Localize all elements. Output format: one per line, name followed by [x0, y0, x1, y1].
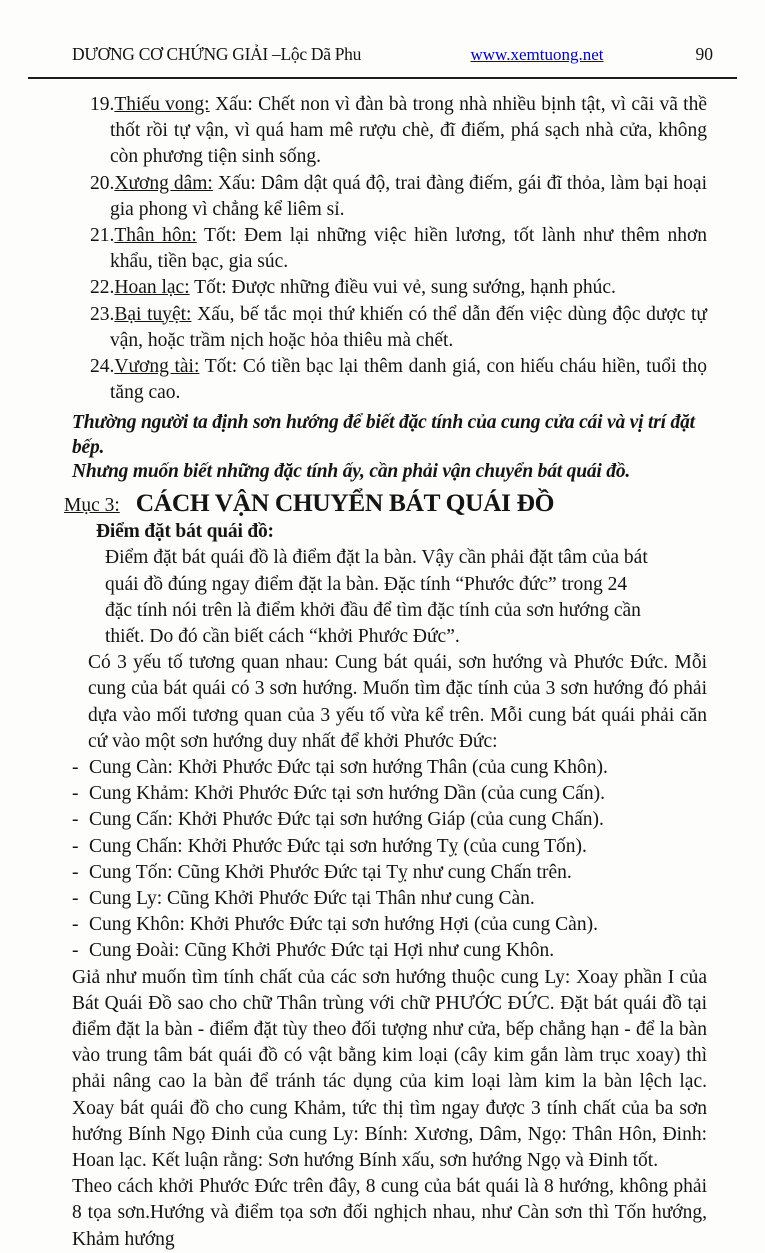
dash-item-text: Cung Đoài: Cũng Khởi Phước Đức tại Hợi như cung Khôn. [89, 940, 555, 962]
document-title: DƯƠNG CƠ CHỨNG GIẢI –Lộc Dã Phu [72, 44, 362, 64]
dash-item-kham [72, 781, 707, 807]
item-text: Xấu: Chết non vì đàn bà trong nhà nhiều bịnh tật, vì cãi vã thề thốt rồi tự vận, vì quá ham mê rượu chè, đĩ điếm, phá sạch nhà cửa, không còn phương tiện sinh sống. [110, 94, 707, 168]
note-line-1: Thường người ta định sơn hướng để biết đặc tính của cung cửa cái và vị trí đặt bếp. [72, 412, 695, 458]
dash-item-chan [72, 834, 707, 860]
dash-item-ly [72, 886, 707, 912]
italic-note [72, 411, 707, 485]
numbered-item-23 [72, 302, 707, 354]
dash-marker: - [72, 861, 79, 883]
item-number: 19. [90, 94, 115, 115]
item-text: Tốt: Có tiền bạc lại thêm danh giá, con hiếu cháu hiền, tuổi thọ tăng cao. [110, 356, 707, 404]
paragraph-conclusion: Theo cách khởi Phước Đức trên đây, 8 cung của bát quái là 8 hướng, không phải 8 tọa sơn.Hướng và điểm tọa sơn đối nghịch nhau, như Càn sơn thì Tốn hướng, Khảm hướng [72, 1176, 707, 1250]
dash-item-cangen [72, 807, 707, 833]
dash-item-text: Cung Cấn: Khởi Phước Đức tại sơn hướng Giáp (của cung Chấn). [89, 809, 604, 831]
item-text: Tốt: Đem lại những việc hiền lương, tốt lành như thêm nhơn khẩu, tiền bạc, gia súc. [110, 225, 708, 273]
dash-item-text: Cung Tốn: Cũng Khởi Phước Đức tại Tỵ như cung Chấn trên. [89, 861, 572, 883]
item-number: 24. [90, 356, 115, 378]
section-heading-row [64, 487, 707, 519]
dash-item-khon [72, 912, 707, 938]
section-label: Mục 3: [64, 494, 120, 516]
item-label: Bại tuyệt: [114, 303, 192, 325]
dash-item-text: Cung Càn: Khởi Phước Đức tại sơn hướng Thân (của cung Khôn). [89, 756, 608, 778]
dash-marker: - [72, 809, 79, 831]
dash-item-text: Cung Khôn: Khởi Phước Đức tại sơn hướng Hợi (của cung Càn). [89, 914, 598, 936]
numbered-item-24 [72, 354, 707, 406]
numbered-item-21 [72, 223, 707, 275]
dash-marker: - [72, 940, 79, 962]
note-line-2: Nhưng muốn biết những đặc tính ấy, cần phải vận chuyển bát quái đồ. [72, 461, 631, 483]
paragraph-three-factors: Có 3 yếu tố tương quan nhau: Cung bát quái, sơn hướng và Phước Đức. Mỗi cung của bát quái có 3 sơn hướng. Muốn tìm đặc tính của 3 sơn hướng đó phải dựa vào mối tương quan của 3 yếu tố vừa kể trên. Mỗi cung bát quái phải căn cứ vào một sơn hướng duy nhất để khởi Phước Đức: [88, 652, 707, 752]
item-label: Thân hôn: [114, 225, 197, 247]
item-label: Vương tài: [114, 356, 200, 378]
item-text: Xấu: Dâm dật quá độ, trai đàng điếm, gái đĩ thỏa, làm bại hoại gia phong vì chẳng kể liêm sỉ. [110, 172, 707, 220]
dash-marker: - [72, 835, 79, 857]
dash-item-can [72, 755, 707, 781]
dash-item-text: Cung Chấn: Khởi Phước Đức tại sơn hướng Tỵ (của cung Tốn). [89, 835, 587, 857]
dash-item-ton [72, 860, 707, 886]
dash-marker: - [72, 887, 79, 909]
item-number: 20. [90, 172, 115, 194]
dash-marker: - [72, 783, 79, 805]
item-text: Xấu, bế tắc mọi thứ khiến có thể dẫn đến việc dùng độc dược tự vận, hoặc trầm nịch hoặc hỏa thiêu mà chết. [110, 303, 708, 351]
subsection-heading: Điểm đặt bát quái đồ: [96, 521, 274, 543]
item-number: 22. [90, 277, 115, 299]
numbered-item-22 [72, 275, 707, 301]
document-body [0, 79, 765, 1253]
dash-marker: - [72, 914, 79, 936]
page-number: 90 [695, 44, 713, 64]
dash-item-text: Cung Khảm: Khởi Phước Đức tại sơn hướng Dần (của cung Cấn). [89, 783, 605, 805]
dash-list [72, 755, 707, 965]
section-title: CÁCH VẬN CHUYỂN BÁT QUÁI ĐỒ [135, 487, 555, 517]
paragraph-example-ly: Giả như muốn tìm tính chất của các sơn hướng thuộc cung Ly: Xoay phần I của Bát Quái Đồ sao cho chữ Thân trùng với chữ PHƯỚC ĐỨC. Đặt bát quái đồ tại điểm đặt la bàn - điểm đặt tùy theo đối tượng như cửa, bếp chẳng hạn - để la bàn vào trung tâm bát quái đồ có vật bằng kim loại (cây kim gắn làm trục xoay) thì phải nâng cao la bàn để tránh tác dụng của kim loại làm kim la bàn lệch lạc. Xoay bát quái đồ cho cung Khảm, tức thị tìm ngay được 3 tính chất của ba sơn hướng Bính Ngọ Đinh của cung Ly: Bính: Xương, Dâm, Ngọ: Thân Hôn, Đinh: Hoan lạc. Kết luận rằng: Sơn hướng Bính xấu, sơn hướng Ngọ và Đinh tốt. [72, 966, 707, 1172]
item-label: Xương dâm: [114, 172, 213, 194]
dash-marker: - [72, 756, 79, 778]
item-label: Hoan lạc: [114, 277, 190, 299]
item-number: 21. [90, 225, 115, 247]
item-number: 23. [90, 303, 115, 325]
dash-item-text: Cung Ly: Cũng Khởi Phước Đức tại Thân như cung Càn. [89, 887, 535, 909]
item-text: Tốt: Được những điều vui vẻ, sung sướng, hạnh phúc. [194, 277, 616, 299]
page-header [28, 44, 737, 79]
numbered-item-20 [72, 171, 707, 223]
dash-item-doai [72, 938, 707, 964]
paragraph-placement: Điểm đặt bát quái đồ là điểm đặt la bàn. Vậy cần phải đặt tâm của bát quái đồ đúng ngay điểm đặt la bàn. Đặc tính “Phước đức” trong 24 đặc tính nói trên là điểm khởi đầu để tìm đặc tính của sơn hướng cần thiết. Do đó cần biết cách “khởi Phước Đức”. [105, 547, 648, 647]
website-link[interactable]: www.xemtuong.net [470, 45, 604, 64]
item-label: Thiếu vong: [114, 94, 210, 115]
numbered-item-19 [72, 92, 707, 171]
